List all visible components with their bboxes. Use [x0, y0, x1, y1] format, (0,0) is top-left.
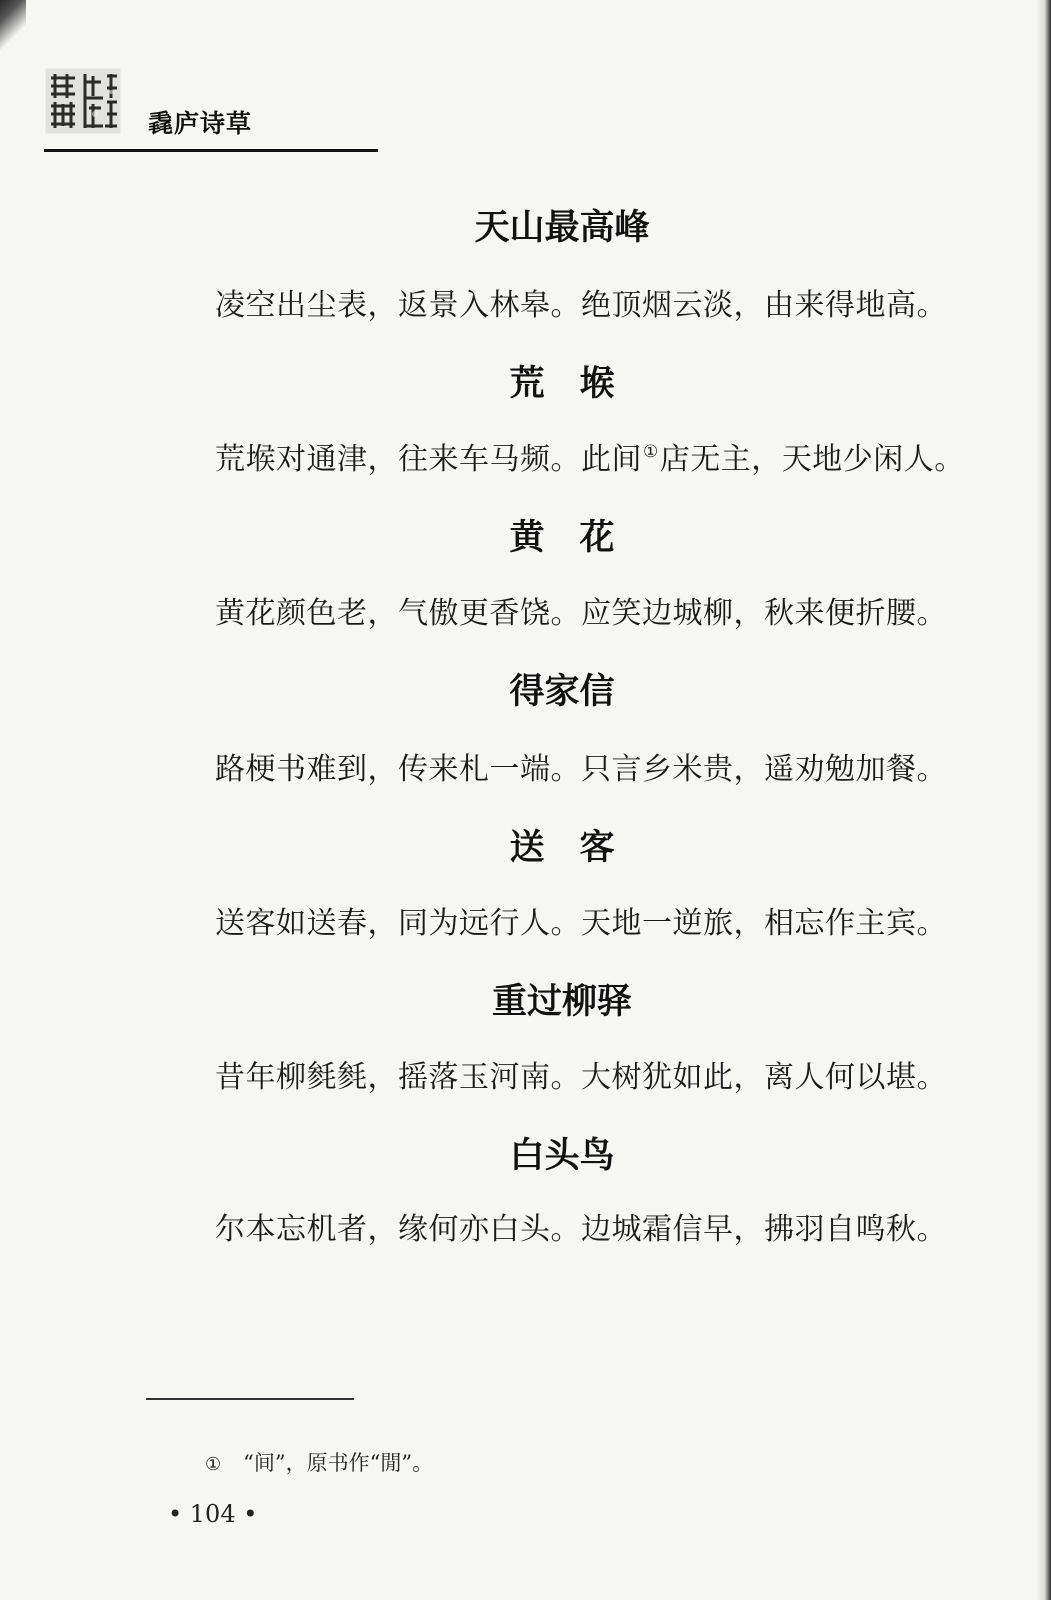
poem-line: 黄花颜色老，气傲更香饶。应笑边城柳，秋来便折腰。 — [215, 596, 947, 631]
poem-line-part: 店无主，天地少闲人。 — [659, 442, 965, 477]
poem-title: 送 客 — [509, 828, 615, 868]
seal-stamp-icon — [45, 68, 121, 134]
scan-corner-shadow — [0, 0, 26, 60]
poem-line-part: 荒堠对通津，往来车马频。此间 — [215, 442, 642, 477]
poem-line: 尔本忘机者，缘何亦白头。边城霜信早，拂羽自鸣秋。 — [215, 1212, 947, 1247]
footnote-reference: ① — [643, 442, 659, 462]
poem-title: 得家信 — [509, 672, 615, 712]
header-rule — [44, 149, 378, 152]
poem-title: 黄 花 — [509, 518, 615, 558]
footnote — [205, 1447, 433, 1477]
footnote-number: ① — [205, 1454, 222, 1475]
poem-title: 白头鸟 — [509, 1136, 615, 1176]
poem-line — [215, 434, 965, 478]
poem-line: 凌空出尘表，返景入林皋。绝顶烟云淡，由来得地高。 — [215, 288, 947, 323]
footnote-text: “间”，原书作“閒”。 — [243, 1451, 434, 1475]
poem-title: 荒 堠 — [509, 364, 615, 404]
poem-title: 天山最高峰 — [474, 208, 650, 248]
running-head-title: 毳庐诗草 — [148, 109, 253, 138]
page-number: • 104 • — [168, 1500, 258, 1528]
footnote-rule — [146, 1398, 354, 1400]
poem-line: 路梗书难到，传来札一端。只言乡米贵，遥劝勉加餐。 — [215, 752, 947, 787]
poem-line: 送客如送春，同为远行人。天地一逆旅，相忘作主宾。 — [215, 906, 947, 941]
poem-line: 昔年柳毵毵，摇落玉河南。大树犹如此，离人何以堪。 — [215, 1060, 947, 1095]
poem-title: 重过柳驿 — [491, 982, 632, 1022]
